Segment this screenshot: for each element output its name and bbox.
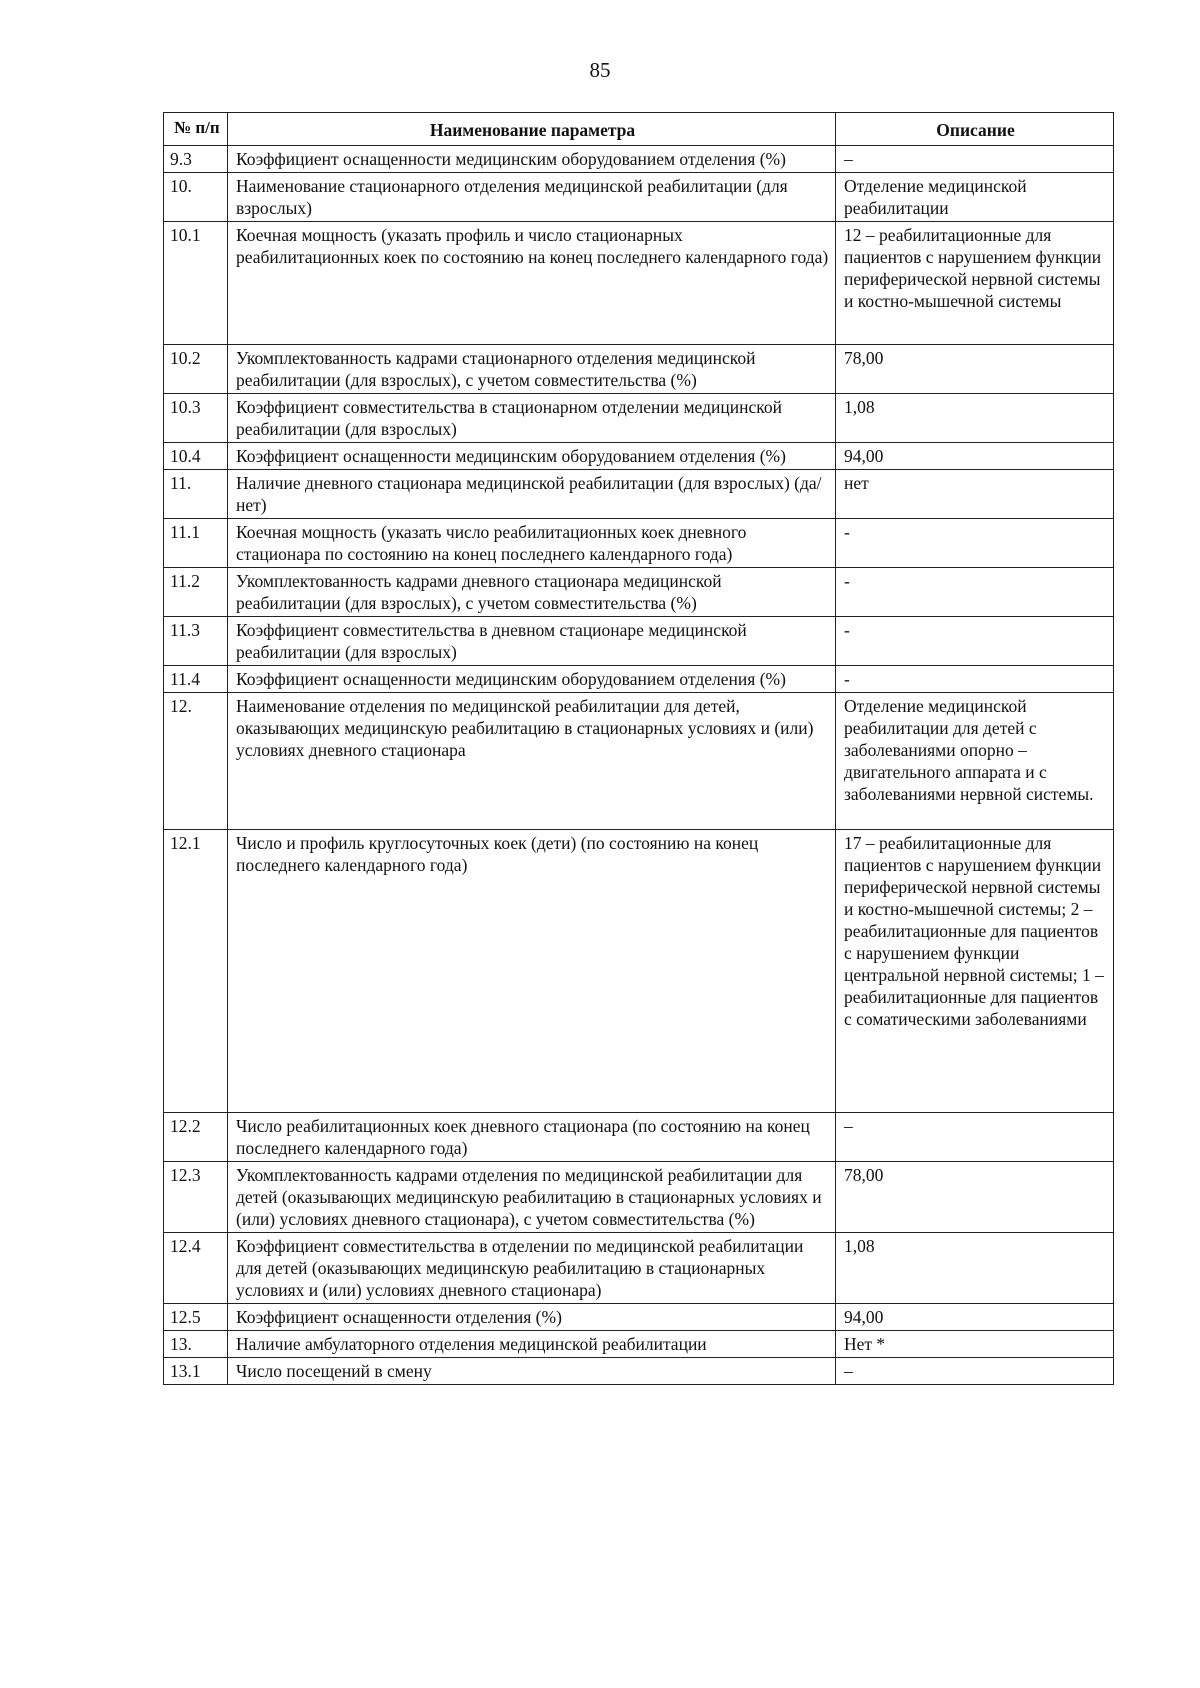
row-number: 12.2 (164, 1113, 228, 1162)
row-number: 10.1 (164, 222, 228, 345)
row-parameter: Число реабилитационных коек дневного стационара (по состоянию на конец последнего календарного года) (228, 1113, 836, 1162)
row-description: нет (836, 470, 1114, 519)
header-parameter-name: Наименование параметра (228, 113, 836, 146)
row-parameter: Коэффициент совместительства в дневном стационаре медицинской реабилитации (для взрослых) (228, 617, 836, 666)
row-number: 10.4 (164, 443, 228, 470)
row-number: 10. (164, 173, 228, 222)
row-number: 11. (164, 470, 228, 519)
row-description: 12 – реабилитационные для пациентов с нарушением функции периферической нервной системы и костно-мышечной системы (836, 222, 1114, 345)
row-parameter: Наличие амбулаторного отделения медицинской реабилитации (228, 1331, 836, 1358)
table-row (164, 1304, 1114, 1331)
row-parameter: Коэффициент совместительства в стационарном отделении медицинской реабилитации (для взрослых) (228, 394, 836, 443)
row-number: 11.1 (164, 519, 228, 568)
row-description: - (836, 519, 1114, 568)
table-row (164, 666, 1114, 693)
row-description: – (836, 146, 1114, 173)
header-description: Описание (836, 113, 1114, 146)
row-number: 10.2 (164, 345, 228, 394)
row-description: 94,00 (836, 443, 1114, 470)
row-description: Отделение медицинской реабилитации (836, 173, 1114, 222)
page-number: 85 (589, 58, 611, 82)
row-parameter: Число и профиль круглосуточных коек (дети) (по состоянию на конец последнего календарного года) (228, 830, 836, 1113)
parameters-table (163, 112, 1114, 1385)
header-row (164, 113, 1114, 146)
table-row (164, 222, 1114, 345)
row-parameter: Укомплектованность кадрами отделения по медицинской реабилитации для детей (оказывающих медицинскую реабилитацию в стационарных условиях и (или) условиях дневного стационара), с учетом совместительства (%) (228, 1162, 836, 1233)
row-parameter: Коэффициент оснащенности отделения (%) (228, 1304, 836, 1331)
table-header (164, 113, 1114, 146)
row-number: 12.5 (164, 1304, 228, 1331)
table-row (164, 470, 1114, 519)
row-parameter: Коечная мощность (указать профиль и число стационарных реабилитационных коек по состоянию на конец последнего календарного года) (228, 222, 836, 345)
table-row (164, 693, 1114, 830)
row-parameter: Коэффициент совместительства в отделении по медицинской реабилитации для детей (оказывающих медицинскую реабилитацию в стационарных условиях и (или) условиях дневного стационара) (228, 1233, 836, 1304)
row-number: 13.1 (164, 1358, 228, 1385)
row-number: 11.4 (164, 666, 228, 693)
row-description: 94,00 (836, 1304, 1114, 1331)
row-parameter: Коечная мощность (указать число реабилитационных коек дневного стационара по состоянию на конец последнего календарного года) (228, 519, 836, 568)
row-number: 9.3 (164, 146, 228, 173)
table-row (164, 173, 1114, 222)
row-number: 10.3 (164, 394, 228, 443)
row-parameter: Коэффициент оснащенности медицинским оборудованием отделения (%) (228, 443, 836, 470)
row-description: - (836, 568, 1114, 617)
row-number: 12.4 (164, 1233, 228, 1304)
table-row (164, 394, 1114, 443)
table-row (164, 1358, 1114, 1385)
table-row (164, 345, 1114, 394)
row-number: 11.3 (164, 617, 228, 666)
row-parameter: Наличие дневного стационара медицинской реабилитации (для взрослых) (да/нет) (228, 470, 836, 519)
row-description: 1,08 (836, 1233, 1114, 1304)
table-row (164, 617, 1114, 666)
table-row (164, 146, 1114, 173)
table-row (164, 1113, 1114, 1162)
row-parameter: Число посещений в смену (228, 1358, 836, 1385)
table-row (164, 443, 1114, 470)
row-parameter: Укомплектованность кадрами дневного стационара медицинской реабилитации (для взрослых), с учетом совместительства (%) (228, 568, 836, 617)
row-parameter: Коэффициент оснащенности медицинским оборудованием отделения (%) (228, 146, 836, 173)
row-description: Отделение медицинской реабилитации для детей с заболеваниями опорно – двигательного аппарата и с заболеваниями нервной системы. (836, 693, 1114, 830)
table-row (164, 1162, 1114, 1233)
header-number: № п/п (164, 113, 228, 146)
row-number: 11.2 (164, 568, 228, 617)
row-description: – (836, 1113, 1114, 1162)
table-row (164, 519, 1114, 568)
row-number: 13. (164, 1331, 228, 1358)
row-number: 12.3 (164, 1162, 228, 1233)
row-number: 12.1 (164, 830, 228, 1113)
table-row (164, 568, 1114, 617)
table-row (164, 1331, 1114, 1358)
row-parameter: Коэффициент оснащенности медицинским оборудованием отделения (%) (228, 666, 836, 693)
table-body (164, 146, 1114, 1385)
table-row (164, 1233, 1114, 1304)
row-description: Нет * (836, 1331, 1114, 1358)
row-parameter: Наименование отделения по медицинской реабилитации для детей, оказывающих медицинскую реабилитацию в стационарных условиях и (или) условиях дневного стационара (228, 693, 836, 830)
row-description: - (836, 617, 1114, 666)
row-description: - (836, 666, 1114, 693)
row-parameter: Укомплектованность кадрами стационарного отделения медицинской реабилитации (для взрослых), с учетом совместительства (%) (228, 345, 836, 394)
row-description: – (836, 1358, 1114, 1385)
row-number: 12. (164, 693, 228, 830)
row-description: 78,00 (836, 1162, 1114, 1233)
row-description: 1,08 (836, 394, 1114, 443)
row-parameter: Наименование стационарного отделения медицинской реабилитации (для взрослых) (228, 173, 836, 222)
row-description: 17 – реабилитационные для пациентов с нарушением функции периферической нервной системы и костно-мышечной системы; 2 – реабилитационные для пациентов с нарушением функции центральной нервной системы; 1 – реабилитационные для пациентов с соматическими заболеваниями (836, 830, 1114, 1113)
row-description: 78,00 (836, 345, 1114, 394)
table-row (164, 830, 1114, 1113)
